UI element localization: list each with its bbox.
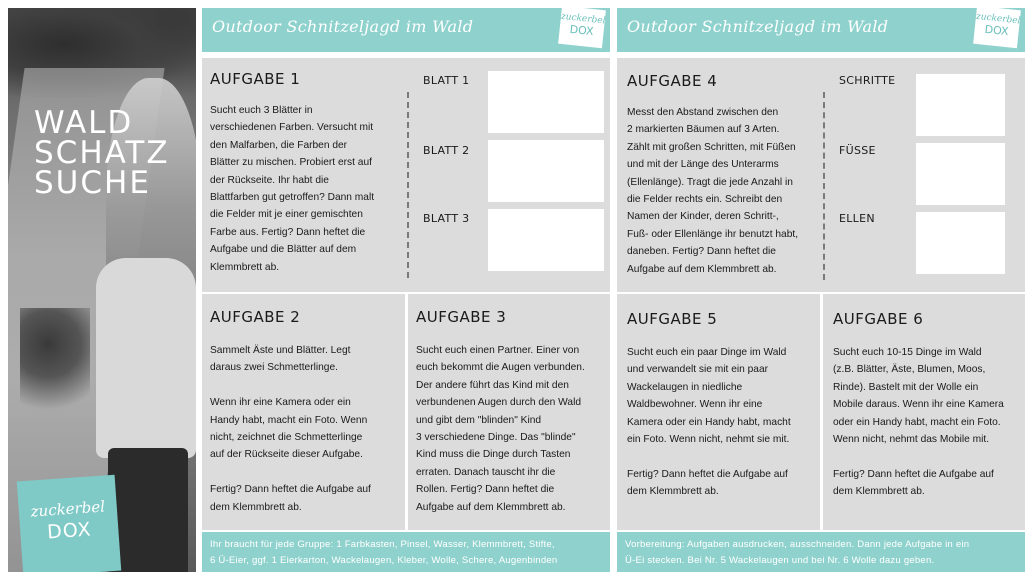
leaf-bouquet xyxy=(20,308,90,428)
color-field-1 xyxy=(488,71,604,133)
card-header xyxy=(617,8,1025,52)
task-text: Sucht euch 3 Blätter in verschiedenen Farben. Versucht mit den Malfarben, die Farben der Blätter zu mischen. Probiert erst auf der Rückseite. Ihr habt die Blattfarben gut getroffen? Dann malt die Felder mit je einer gemischten Farbe aus. Fertig? Dann heftet die Aufgabe und die Blätter auf dem Klemmbrett ab. xyxy=(210,105,375,273)
measure-field-3 xyxy=(916,212,1005,274)
task-title: AUFGABE 4 xyxy=(627,72,718,90)
task-text: Sucht euch ein paar Dinge im Wald und verwandelt sie mit ein paar Wackelaugen in niedliche Waldbewohner. Wenn ihr eine Kamera oder ein Handy habt, macht ein Foto. Wenn nicht, nehmt sie mit. Fertig? Dann heftet die Aufgabe auf dem Klemmbrett ab. xyxy=(627,347,791,498)
task-title: AUFGABE 3 xyxy=(416,308,507,326)
dashed-divider xyxy=(823,92,825,280)
card-header xyxy=(202,8,610,52)
brand-logo-script: zuckerbel xyxy=(30,497,106,521)
task-text: Sammelt Äste und Blätter. Legt daraus zwei Schmetterlinge. Wenn ihr eine Kamera oder ein Handy habt, macht ein Foto. Wenn nicht, zeichnet die Schmetterlinge auf der Rückseite dieser Aufgabe. Fertig? Dann heftet die Aufgabe auf dem Klemmbrett ab. xyxy=(210,345,371,513)
task-title: AUFGABE 2 xyxy=(210,308,301,326)
card-header-title: Outdoor Schnitzeljagd im Wald xyxy=(627,17,889,36)
task-panel-2 xyxy=(202,294,405,530)
header-logo xyxy=(973,6,1021,48)
color-field-2 xyxy=(488,140,604,202)
task-text: Messt den Abstand zwischen den 2 markierten Bäumen auf 3 Arten. Zählt mit großen Schritten, mit Füßen und mit der Länge des Unterarms (Ellenlänge). Tragt die jede Anzahl in die Felder rechts ein. Schreibt den Namen der Kinder, deren Schritt-, Fuß- oder Ellenlänge ihr benutzt habt, daneben. Fertig? Dann heftet die Aufgabe auf dem Klemmbrett ab. xyxy=(627,107,799,275)
materials-text: Ihr braucht für jede Gruppe: 1 Farbkasten, Pinsel, Wasser, Klemmbrett, Stifte, 6 Ü-Eier, ggf. 1 Eierkarton, Wackelaugen, Kleber, Wolle, Schere, Augenbinden xyxy=(210,539,558,566)
cover-title xyxy=(34,105,170,201)
task-panel-4 xyxy=(617,58,1025,292)
header-logo-box: DOX xyxy=(569,22,595,39)
field-label-blatt-2: BLATT 2 xyxy=(423,144,470,157)
task-panel-1 xyxy=(202,58,610,292)
dashed-divider xyxy=(407,92,409,278)
measure-field-1 xyxy=(916,74,1005,136)
brand-logo xyxy=(17,475,121,572)
field-label-blatt-3: BLATT 3 xyxy=(423,212,470,225)
measure-field-2 xyxy=(916,143,1005,205)
task-card-right xyxy=(617,8,1025,572)
card-footer xyxy=(202,532,610,572)
task-panel-5 xyxy=(617,294,820,530)
cover-title-line-3: SUCHE xyxy=(34,165,151,201)
card-header-title: Outdoor Schnitzeljagd im Wald xyxy=(212,17,474,36)
child-shirt xyxy=(96,258,196,458)
field-label-ellen: ELLEN xyxy=(839,212,875,225)
header-logo-script: zuckerbel xyxy=(560,11,606,27)
brand-logo-box: DOX xyxy=(46,518,93,544)
card-footer xyxy=(617,532,1025,572)
field-label-blatt-1: BLATT 1 xyxy=(423,74,470,87)
preparation-text: Vorbereitung: Aufgaben ausdrucken, ausschneiden. Dann jede Aufgabe in ein Ü-Ei stecken. Bei Nr. 5 Wackelaugen und bei Nr. 6 Wolle dazu geben. xyxy=(625,539,970,566)
header-logo-box: DOX xyxy=(984,22,1010,39)
task-panel-3 xyxy=(408,294,610,530)
cover-title-line-1: WALD xyxy=(34,105,134,141)
header-logo xyxy=(558,6,606,48)
task-panel-6 xyxy=(823,294,1025,530)
task-title: AUFGABE 1 xyxy=(210,70,301,88)
task-title: AUFGABE 6 xyxy=(833,310,924,328)
cover-title-line-2: SCHATZ xyxy=(34,135,170,171)
field-label-schritte: SCHRITTE xyxy=(839,74,896,87)
color-field-3 xyxy=(488,209,604,271)
cover-photo xyxy=(8,8,196,572)
header-logo-script: zuckerbel xyxy=(975,11,1021,27)
task-text: Sucht euch einen Partner. Einer von euch bekommt die Augen verbunden. Der andere führt das Kind mit den verbundenen Augen durch den Wald und gibt dem "blinden" Kind 3 verschiedene Dinge. Das "blinde" Kind muss die Dinge durch Tasten erraten. Danach tauscht ihr die Rollen. Fertig? Dann heftet die Aufgabe auf dem Klemmbrett ab. xyxy=(416,345,585,513)
field-label-fuesse: FÜSSE xyxy=(839,144,876,157)
task-title: AUFGABE 5 xyxy=(627,310,718,328)
task-text: Sucht euch 10-15 Dinge im Wald (z.B. Blätter, Äste, Blumen, Moos, Rinde). Bastelt mit der Wolle ein Mobile daraus. Wenn ihr eine Kamera oder ein Handy habt, macht ein Foto. Wenn nicht, nehmt das Mobile mit. Fertig? Dann heftet die Aufgabe auf dem Klemmbrett ab. xyxy=(833,347,1004,498)
task-card-left xyxy=(202,8,610,572)
